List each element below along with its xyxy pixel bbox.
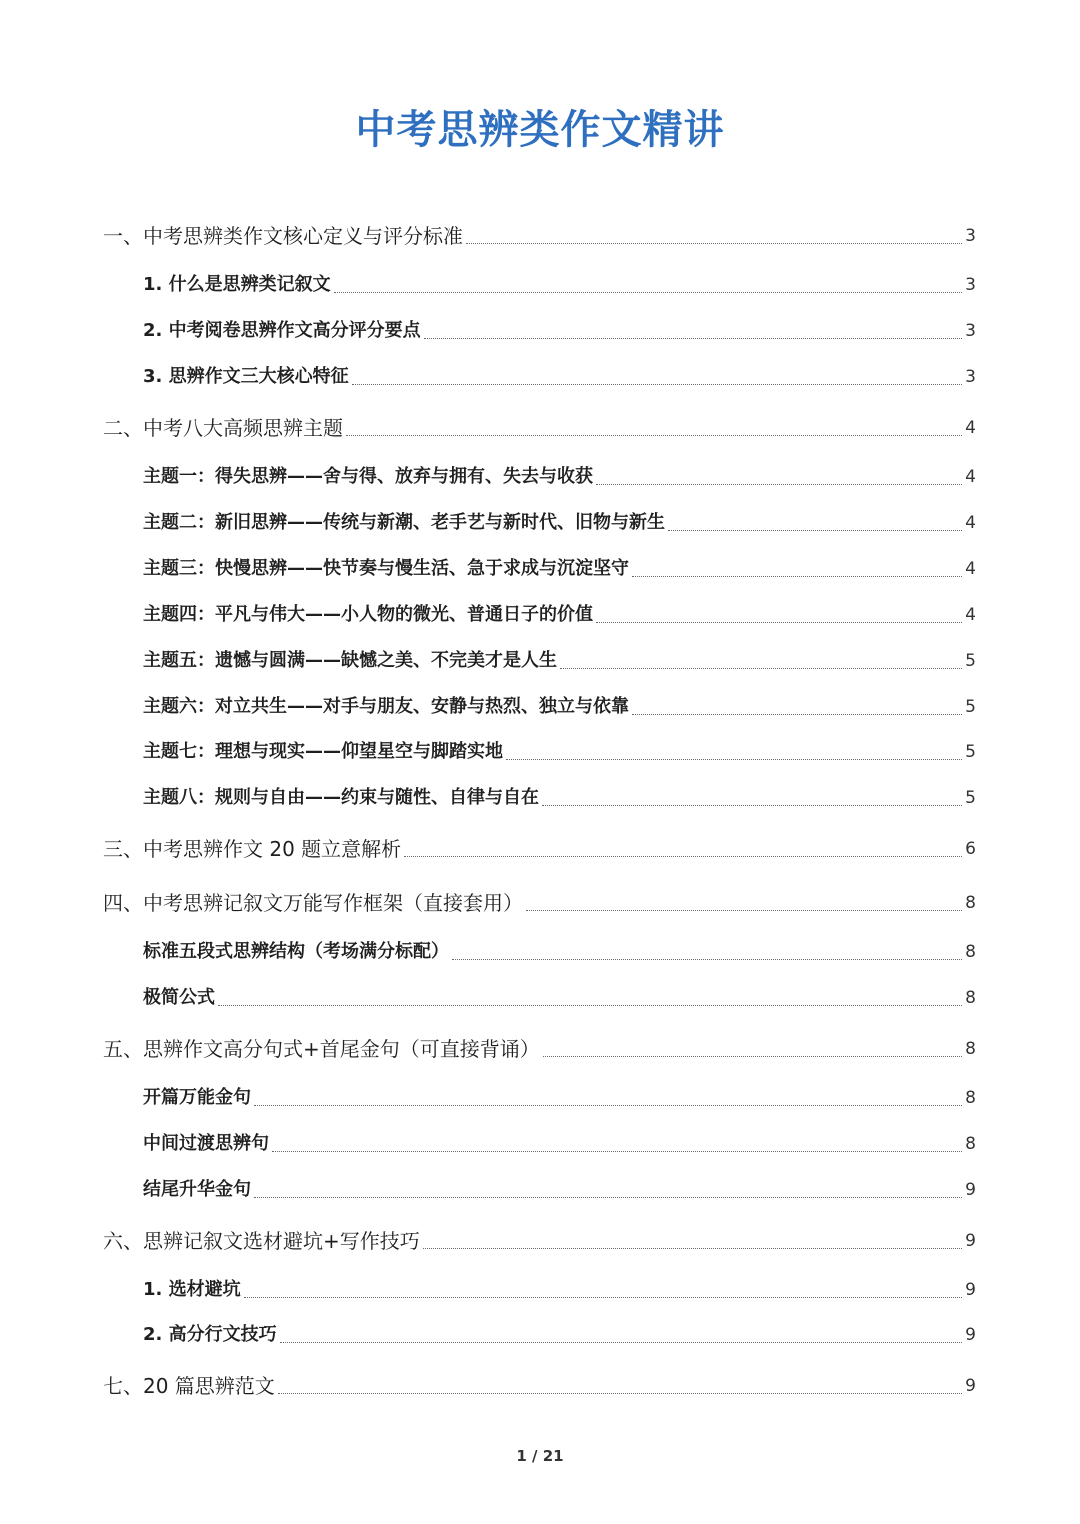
toc-entry-label: 主题六：对立共生——对手与朋友、安静与热烈、独立与依靠: [143, 696, 629, 717]
toc-entry[interactable]: [143, 316, 976, 346]
toc-entry-label: 3. 思辨作文三大核心特征: [143, 366, 349, 387]
toc-entry-page: 8: [965, 942, 976, 962]
toc-entry-page: 5: [965, 788, 976, 808]
toc-entry-page: 8: [965, 1039, 976, 1059]
toc-entry-page: 3: [965, 275, 976, 295]
toc-entry[interactable]: [143, 983, 976, 1013]
toc-entry[interactable]: [143, 462, 976, 492]
page-indicator: 1 / 21: [516, 1447, 564, 1465]
toc-dot-leader: [543, 1056, 962, 1057]
toc-entry[interactable]: [143, 1175, 976, 1205]
toc-entry[interactable]: [103, 413, 976, 443]
toc-entry-label: 2. 中考阅卷思辨作文高分评分要点: [143, 320, 421, 341]
toc-entry-label: 七、20 篇思辨范文: [103, 1374, 275, 1398]
toc-entry-label: 六、思辨记叙文选材避坑+写作技巧: [103, 1229, 420, 1253]
toc-entry-page: 3: [965, 367, 976, 387]
toc-dot-leader: [404, 856, 962, 857]
toc-entry-label: 极简公式: [143, 987, 215, 1008]
toc-entry-label: 结尾升华金句: [143, 1179, 251, 1200]
toc-dot-leader: [542, 805, 962, 806]
toc-entry-label: 一、中考思辨类作文核心定义与评分标准: [103, 224, 463, 248]
toc-entry-page: 3: [965, 226, 976, 246]
document-title: 中考思辨类作文精讲: [355, 107, 725, 153]
toc-entry-page: 4: [965, 605, 976, 625]
toc-entry[interactable]: [143, 554, 976, 584]
toc-entry-label: 主题五：遗憾与圆满——缺憾之美、不完美才是人生: [143, 650, 557, 671]
toc-dot-leader: [346, 435, 962, 436]
toc-dot-leader: [254, 1105, 962, 1106]
toc-dot-leader: [278, 1393, 962, 1394]
toc-entry-label: 2. 高分行文技巧: [143, 1324, 277, 1345]
toc-entry-label: 1. 选材避坑: [143, 1279, 241, 1300]
toc-entry-label: 二、中考八大高频思辨主题: [103, 416, 343, 440]
toc-entry[interactable]: [143, 600, 976, 630]
toc-dot-leader: [352, 384, 963, 385]
toc-entry[interactable]: [143, 362, 976, 392]
toc-entry-page: 4: [965, 418, 976, 438]
toc-dot-leader: [596, 484, 962, 485]
toc-entry-label: 中间过渡思辨句: [143, 1133, 269, 1154]
toc-entry-page: 9: [965, 1231, 976, 1251]
toc-dot-leader: [272, 1151, 962, 1152]
toc-entry-page: 5: [965, 697, 976, 717]
toc-entry-label: 五、思辨作文高分句式+首尾金句（可直接背诵）: [103, 1037, 540, 1061]
toc-dot-leader: [466, 243, 962, 244]
toc-entry[interactable]: [103, 221, 976, 251]
toc-dot-leader: [668, 530, 962, 531]
toc-entry[interactable]: [143, 1320, 976, 1350]
toc-entry-page: 9: [965, 1180, 976, 1200]
toc-entry-page: 8: [965, 893, 976, 913]
toc-entry-label: 三、中考思辨作文 20 题立意解析: [103, 837, 402, 861]
toc-entry[interactable]: [143, 783, 976, 813]
toc-entry[interactable]: [103, 1371, 976, 1401]
toc-dot-leader: [526, 910, 962, 911]
toc-entry-label: 主题三：快慢思辨——快节奏与慢生活、急于求成与沉淀坚守: [143, 558, 629, 579]
toc-entry[interactable]: [143, 1083, 976, 1113]
toc-entry[interactable]: [103, 1226, 976, 1256]
toc-entry[interactable]: [143, 646, 976, 676]
toc-entry[interactable]: [103, 888, 976, 918]
toc-entry-label: 主题一：得失思辨——舍与得、放弃与拥有、失去与收获: [143, 466, 593, 487]
toc-dot-leader: [632, 714, 962, 715]
toc-entry-page: 8: [965, 1134, 976, 1154]
toc-entry-page: 5: [965, 651, 976, 671]
toc-entry[interactable]: [143, 1275, 976, 1305]
toc-entry-page: 3: [965, 321, 976, 341]
toc-entry-label: 主题八：规则与自由——约束与随性、自律与自在: [143, 787, 539, 808]
toc-entry[interactable]: [143, 692, 976, 722]
toc-entry-label: 标准五段式思辨结构（考场满分标配）: [143, 941, 449, 962]
toc-entry-page: 6: [965, 839, 976, 859]
toc-entry-page: 4: [965, 513, 976, 533]
toc-dot-leader: [560, 668, 962, 669]
toc-entry-page: 4: [965, 467, 976, 487]
toc-entry[interactable]: [143, 737, 976, 767]
toc-entry[interactable]: [143, 270, 976, 300]
toc-dot-leader: [452, 959, 962, 960]
toc-entry[interactable]: [103, 1034, 976, 1064]
toc-entry-label: 主题七：理想与现实——仰望星空与脚踏实地: [143, 741, 503, 762]
toc-entry-page: 9: [965, 1280, 976, 1300]
toc-entry-page: 5: [965, 742, 976, 762]
toc-entry[interactable]: [103, 834, 976, 864]
toc-dot-leader: [218, 1005, 962, 1006]
toc-dot-leader: [632, 576, 962, 577]
toc-entry[interactable]: [143, 1129, 976, 1159]
toc-dot-leader: [280, 1342, 963, 1343]
toc-dot-leader: [244, 1297, 963, 1298]
toc-entry-page: 4: [965, 559, 976, 579]
toc-entry-label: 1. 什么是思辨类记叙文: [143, 274, 331, 295]
toc-dot-leader: [254, 1197, 962, 1198]
toc-dot-leader: [423, 1248, 962, 1249]
toc-entry-label: 四、中考思辨记叙文万能写作框架（直接套用）: [103, 891, 523, 915]
toc-entry-page: 9: [965, 1376, 976, 1396]
toc-entry[interactable]: [143, 937, 976, 967]
toc-entry-label: 开篇万能金句: [143, 1087, 251, 1108]
toc-entry-label: 主题四：平凡与伟大——小人物的微光、普通日子的价值: [143, 604, 593, 625]
toc-entry-page: 8: [965, 988, 976, 1008]
toc-entry[interactable]: [143, 508, 976, 538]
toc-entry-label: 主题二：新旧思辨——传统与新潮、老手艺与新时代、旧物与新生: [143, 512, 665, 533]
toc-entry-page: 8: [965, 1088, 976, 1108]
toc-dot-leader: [424, 338, 963, 339]
toc-dot-leader: [506, 759, 962, 760]
toc-entry-page: 9: [965, 1325, 976, 1345]
toc-dot-leader: [596, 622, 962, 623]
toc-dot-leader: [334, 292, 963, 293]
